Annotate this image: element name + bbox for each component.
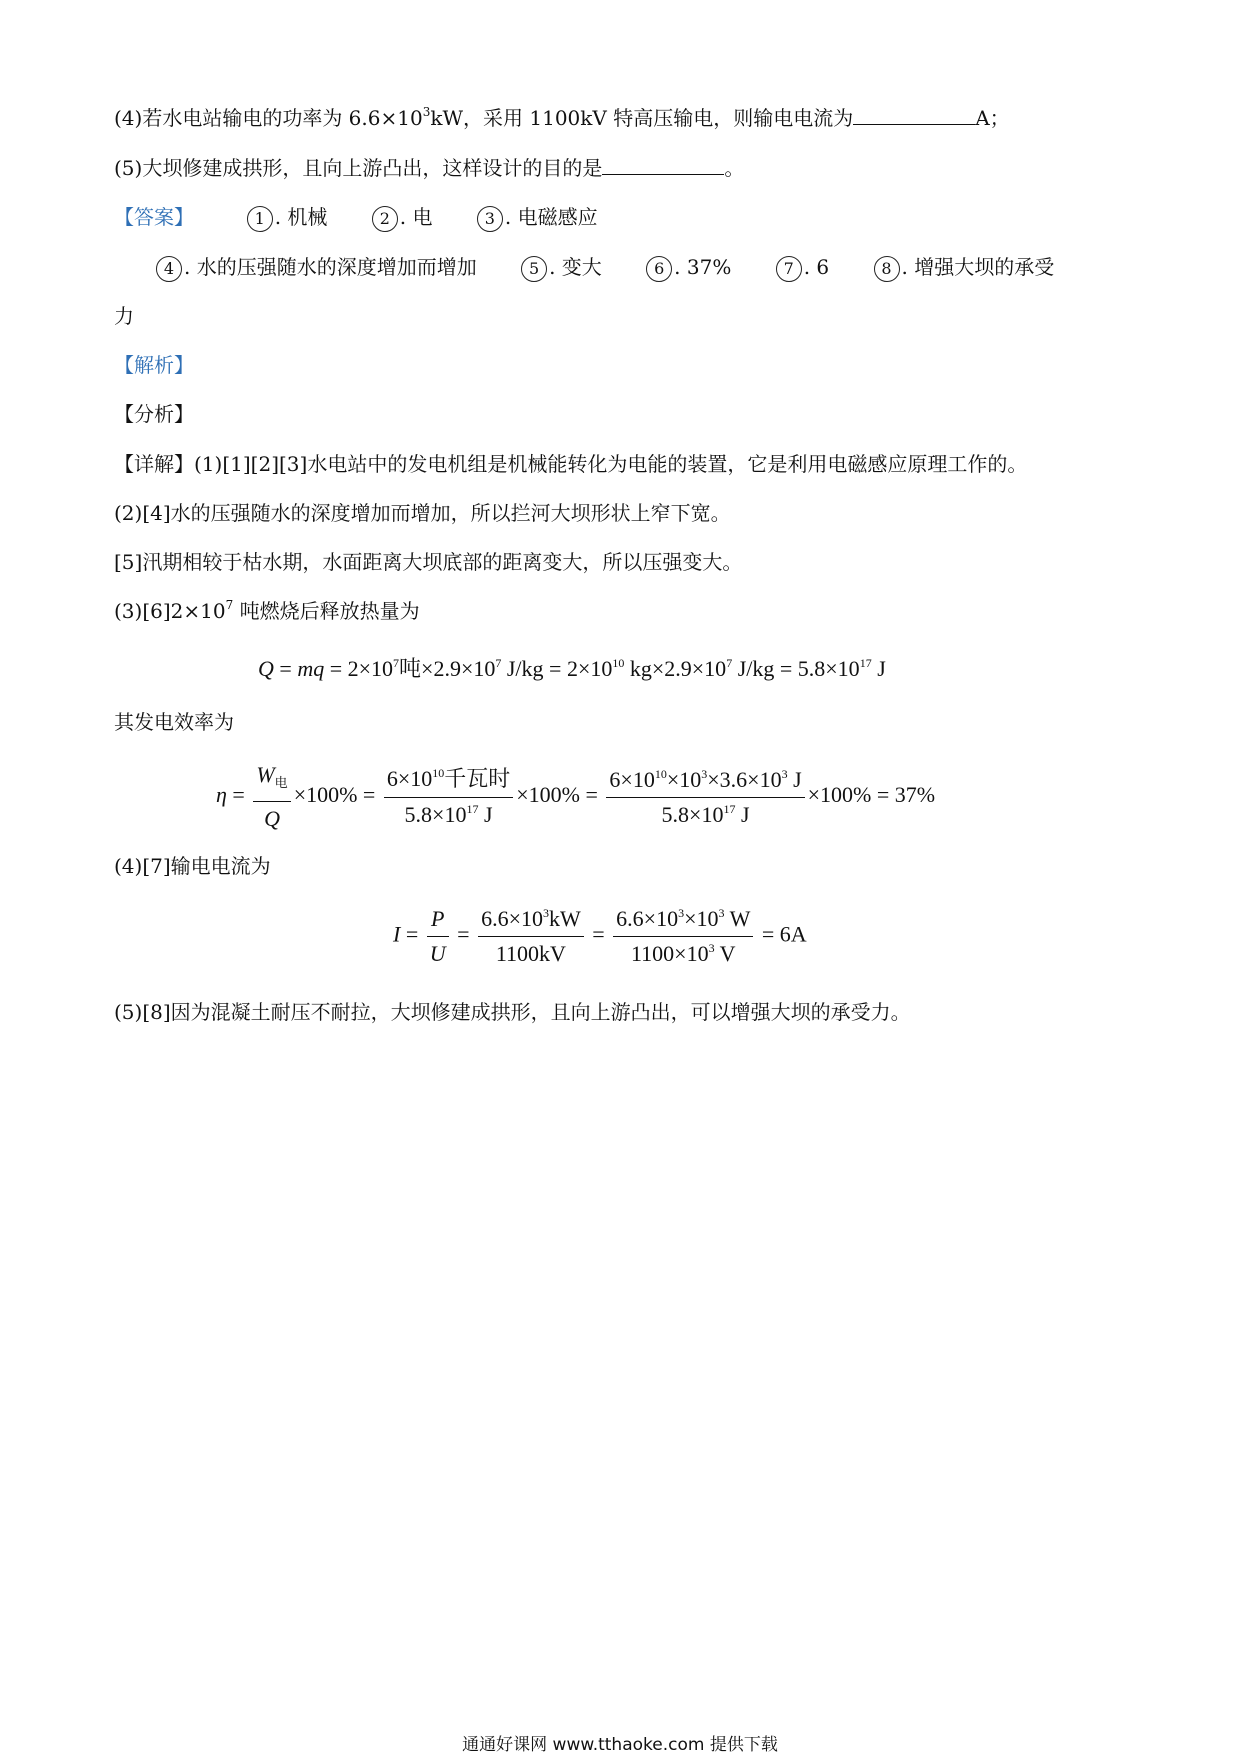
answer-item: 6 . 37% <box>646 253 731 282</box>
footer-credit: 通通好课网 www.tthaoke.com 提供下载 <box>462 1735 778 1755</box>
answer-wrap: 力 <box>114 304 134 328</box>
question-4: (4)若水电站输电的功率为 $6.6\times 10^3kW$，采用 1100kV 特高压输电，则输电电流为 A； <box>114 105 1010 130</box>
answer-item: 2 . 电 <box>372 203 433 232</box>
detail-line-1: 【详解】(1)[1][2][3]水电站中的发电机组是机械能转化为电能的装置，它是利用电磁感应原理工作的。 <box>114 452 1028 476</box>
detail-line-3: [5]汛期相较于枯水期，水面距离大坝底部的距离变大，所以压强变大。 <box>114 550 743 574</box>
detail-line-2: (2)[4]水的压强随水的深度增加而增加，所以拦河大坝形状上窄下宽。 <box>114 501 731 525</box>
answer-line-1 <box>114 203 636 232</box>
equation-efficiency: η = $\frac{W_电}{Q}$ ×100% = $\frac{6\times 10^{10}千瓦时}{5.8\times 10^{17} J}$ ×100% = $\frac{6\times 10^{10}\times 10^3\times 3.6\times 10^3 J}{5.8\times 10^{17} J}$ ×100% = 37% <box>216 760 935 834</box>
fraction: $\frac{6\times 10^{10}千瓦时}{5.8\times 10^{17} J}$ <box>384 764 513 830</box>
answer-item: 4 . 水的压强随水的深度增加而增加 <box>156 253 477 282</box>
answer-item: 1 . 机械 <box>247 203 328 232</box>
fraction: $\frac{6.6\times 10^3\times 10^3 W}{1100\times 10^3 V}$ <box>613 904 753 969</box>
detail-line-4: $(3)[6]2\times 10^7$ 吨燃烧后释放热量为 <box>114 598 420 623</box>
answer-item: 5 . 变大 <box>521 253 602 282</box>
fenxi-label: 【分析】 <box>114 402 194 426</box>
fraction: $\frac{6.6\times 10^3kW}{1100kV}$ <box>478 904 584 969</box>
fraction: $\frac{W_电}{Q}$ <box>253 760 290 834</box>
answer-item: 8 . 增强大坝的承受 <box>874 253 1055 282</box>
equation-current: I = $\frac{P}{U}$ = $\frac{6.6\times 10^3kW}{1100kV}$ = $\frac{6.6\times 10^3\times 10^3 W}{1100\times 10^3 V}$ = 6A <box>393 904 807 969</box>
answer-item: 7 . 6 <box>776 253 829 282</box>
detail-line-7: (5)[8]因为混凝土耐压不耐拉，大坝修建成拱形，且向上游凸出，可以增强大坝的承受力。 <box>114 1000 911 1024</box>
answer-label: 【答案】 <box>114 205 194 229</box>
detail-line-5: 其发电效率为 <box>114 710 234 734</box>
analysis-label: 【解析】 <box>114 353 194 377</box>
fraction: $\frac{P}{U}$ <box>427 904 449 969</box>
answer-line-2 <box>156 253 1054 282</box>
detail-label: 【详解】 <box>114 452 194 476</box>
answer-blank <box>853 106 975 125</box>
fraction: $\frac{6\times 10^{10}\times 10^3\times 3.6\times 10^3 J}{5.8\times 10^{17} J}$ <box>606 765 804 830</box>
question-5: (5)大坝修建成拱形，且向上游凸出，这样设计的目的是 。 <box>114 156 745 180</box>
answer-blank <box>602 156 724 175</box>
answer-item: 3 . 电磁感应 <box>477 203 598 232</box>
equation-heat: Q = mq = $2\times 10^7$吨$\times 2.9\times 10^7$ $J/kg = 2\times 10^{10}$ $kg\times 2.9\times 10^7$ $J/kg = 5.8\times 10^{17}$ J <box>258 656 886 681</box>
detail-line-6: (4)[7]输电电流为 <box>114 854 271 878</box>
